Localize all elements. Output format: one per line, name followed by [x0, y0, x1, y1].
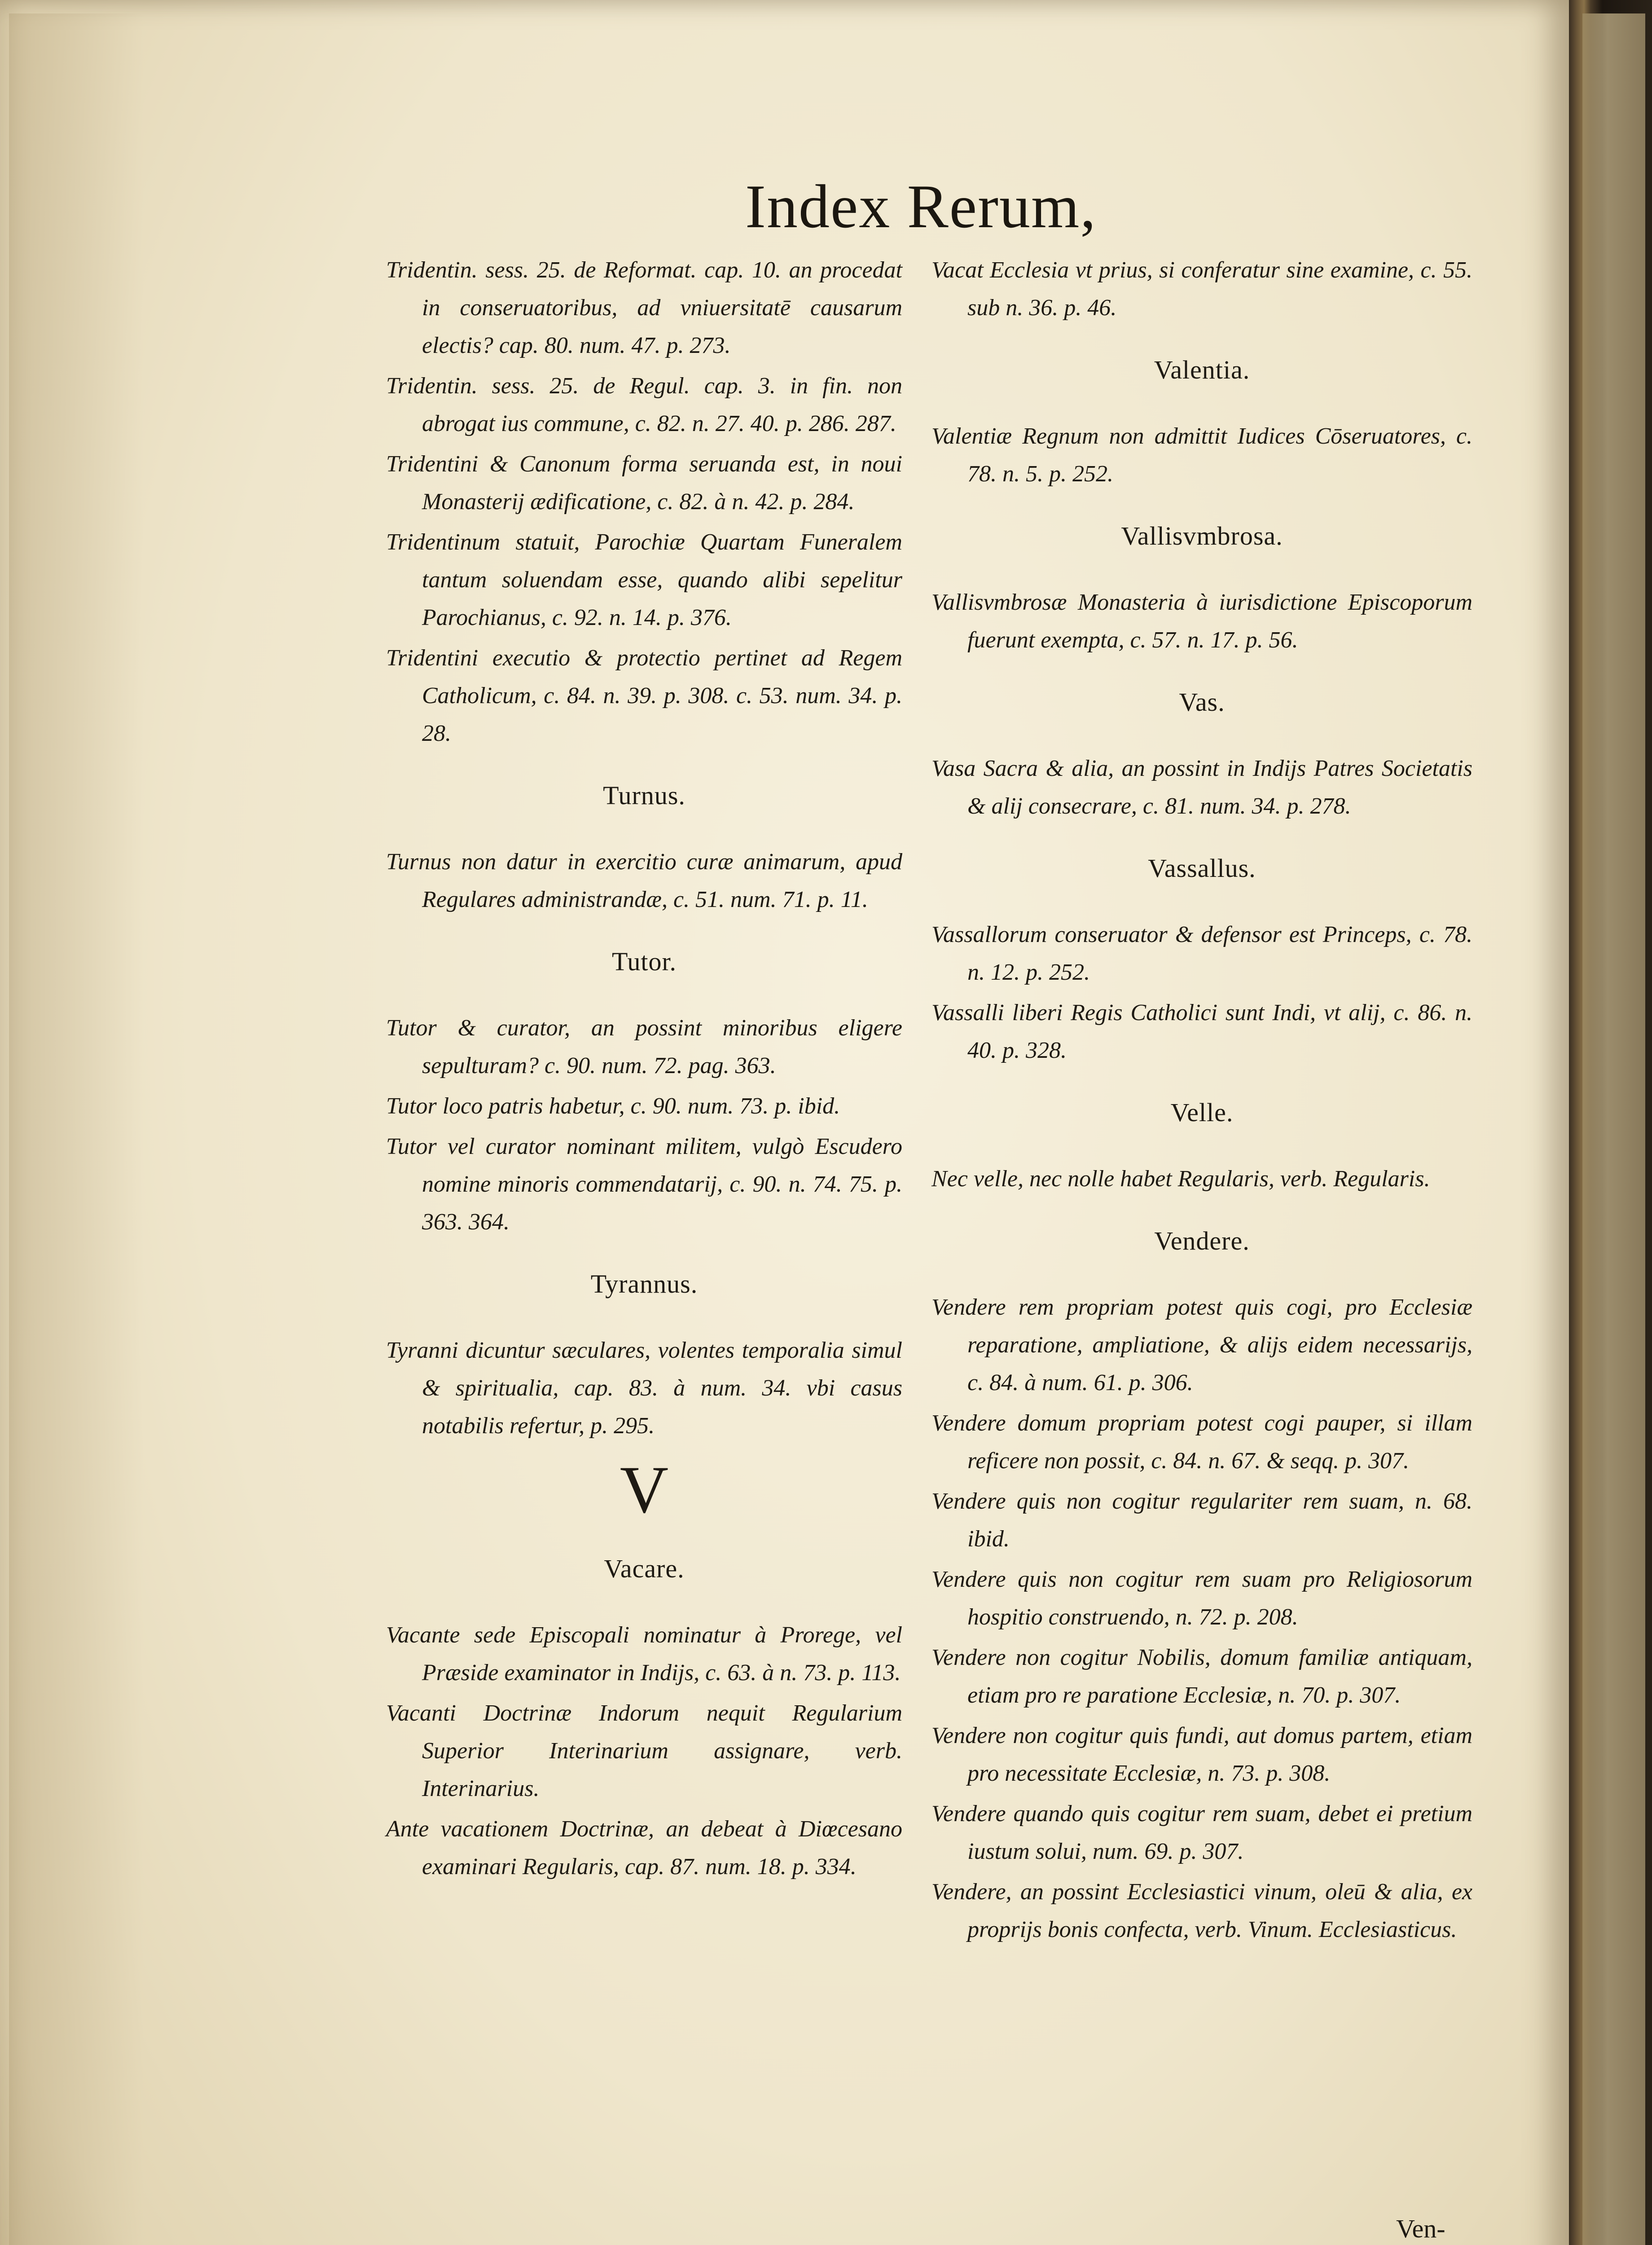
- section-heading: Tutor.: [611, 947, 677, 976]
- index-entry: Vendere rem propriam potest quis cogi, pro Ecclesiæ reparatione, ampliatione, & alijs eidem necessarijs, c. 84. à num. 61. p. 306.: [931, 1294, 1472, 1395]
- index-entry: Tyranni dicuntur sæculares, volentes temporalia simul & spiritualia, cap. 83. à num. 34. vbi casus notabilis refertur, p. 295.: [386, 1338, 902, 1439]
- section-heading: Vacare.: [604, 1554, 685, 1583]
- section-heading: Vallisvmbrosa.: [1121, 521, 1283, 550]
- section-heading: Velle.: [1170, 1098, 1234, 1127]
- index-entry: Vendere, an possint Ecclesiastici vinum, oleū & alia, ex proprijs bonis confecta, verb. Vinum. Ecclesiasticus.: [931, 1879, 1472, 1942]
- section-heading: Tyrannus.: [590, 1269, 698, 1299]
- index-entry: Vendere quis non cogitur regulariter rem suam, n. 68. ibid.: [931, 1488, 1472, 1552]
- index-entry: Vassalli liberi Regis Catholici sunt Indi, vt alij, c. 86. n. 40. p. 328.: [931, 1000, 1472, 1063]
- index-entry: Tridentini & Canonum forma seruanda est, in noui Monasterij ædificatione, c. 82. à n. 42. p. 284.: [386, 451, 902, 515]
- index-entry: Vacat Ecclesia vt prius, si conferatur sine examine, c. 55. sub n. 36. p. 46.: [931, 257, 1472, 321]
- index-entry: Vassallorum conseruator & defensor est Princeps, c. 78. n. 12. p. 252.: [931, 922, 1472, 985]
- next-page-edge: [1582, 13, 1645, 2245]
- index-entry: Vendere non cogitur quis fundi, aut domus partem, etiam pro necessitate Ecclesiæ, n. 73. p. 308.: [931, 1723, 1472, 1786]
- index-entry: Nec velle, nec nolle habet Regularis, verb. Regularis.: [931, 1166, 1430, 1192]
- index-entry: Ante vacationem Doctrinæ, an debeat à Diœcesano examinari Regularis, cap. 87. num. 18. p. 334.: [386, 1816, 902, 1880]
- section-heading: Turnus.: [603, 781, 685, 810]
- page-title: Index Rerum,: [745, 172, 1097, 241]
- index-entry: Vacanti Doctrinæ Indorum nequit Regularium Superior Interinarium assignare, verb. Interinarius.: [386, 1700, 902, 1801]
- index-entry: Tutor & curator, an possint minoribus eligere sepulturam? c. 90. num. 72. pag. 363.: [386, 1015, 902, 1078]
- index-entry: Tridentini executio & protectio pertinet ad Regem Catholicum, c. 84. n. 39. p. 308. c. 53. num. 34. p. 28.: [386, 645, 902, 746]
- section-heading: Vassallus.: [1148, 854, 1256, 883]
- index-entry: Vendere quando quis cogitur rem suam, debet ei pretium iustum solui, num. 69. p. 307.: [931, 1801, 1472, 1864]
- index-entry: Vendere quis non cogitur rem suam pro Religiosorum hospitio construendo, n. 72. p. 208.: [931, 1567, 1472, 1630]
- section-heading: Valentia.: [1154, 355, 1250, 384]
- index-entry: Vendere non cogitur Nobilis, domum familiæ antiquam, etiam pro re paratione Ecclesiæ, n. 70. p. 307.: [931, 1645, 1472, 1708]
- index-entry: Tridentin. sess. 25. de Reformat. cap. 10. an procedat in conseruatoribus, ad vniuersitatē causarum electis? cap. 80. num. 47. p. 273.: [386, 257, 902, 358]
- index-entry: Tutor vel curator nominant militem, vulgò Escudero nomine minoris commendatarij, c. 90. n. 74. 75. p. 363. 364.: [386, 1134, 902, 1235]
- section-letter: V: [620, 1453, 669, 1527]
- catchword: Ven-: [1396, 2214, 1446, 2243]
- index-entry: Tridentinum statuit, Parochiæ Quartam Funeralem tantum soluendam esse, quando alibi sepelitur Parochianus, c. 92. n. 14. p. 376.: [386, 529, 902, 630]
- right-column: [931, 251, 1472, 1951]
- index-entry: Turnus non datur in exercitio curæ animarum, apud Regulares administrandæ, c. 51. num. 71. p. 11.: [386, 849, 902, 912]
- index-entry: Tutor loco patris habetur, c. 90. num. 73. p. ibid.: [386, 1093, 840, 1119]
- index-entry: Vendere domum propriam potest cogi pauper, si illam reficere non possit, c. 84. n. 67. & seqq. p. 307.: [931, 1410, 1472, 1474]
- index-entry: Vallisvmbrosæ Monasteria à iurisdictione Episcoporum fuerunt exempta, c. 57. n. 17. p. 56.: [931, 590, 1472, 653]
- page-stain: [9, 13, 144, 2245]
- index-entry: Vasa Sacra & alia, an possint in Indijs Patres Societatis & alij consecrare, c. 81. num. 34. p. 278.: [931, 756, 1472, 819]
- index-entry: Valentiæ Regnum non admittit Iudices Cōseruatores, c. 78. n. 5. p. 252.: [931, 423, 1472, 487]
- section-heading: Vas.: [1179, 687, 1225, 717]
- index-entry: Vacante sede Episcopali nominatur à Prorege, vel Præside examinator in Indijs, c. 63. à n. 73. p. 113.: [386, 1622, 902, 1686]
- index-entry: Tridentin. sess. 25. de Regul. cap. 3. in fin. non abrogat ius commune, c. 82. n. 27. 40. p. 286. 287.: [386, 373, 902, 436]
- section-heading: Vendere.: [1154, 1226, 1250, 1255]
- left-column: [386, 251, 902, 1888]
